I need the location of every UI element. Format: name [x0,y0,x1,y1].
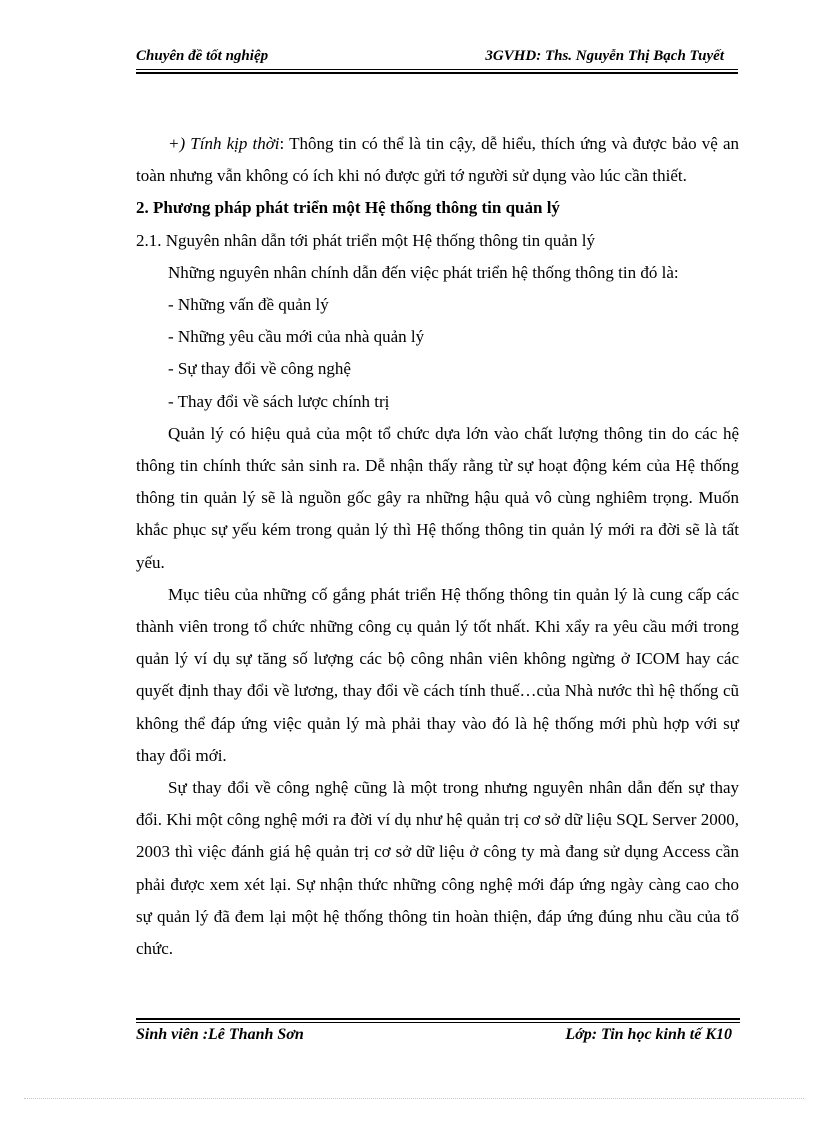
footer-class: Lớp: Tin học kinh tế K10 [565,1026,732,1043]
list-item: - Sự thay đổi về công nghệ [168,359,351,379]
header-advisor: 3GVHD: Ths. Nguyễn Thị Bạch Tuyết [485,48,724,64]
footer-rule [136,1022,740,1023]
subsection-heading: 2.1. Nguyên nhân dẫn tới phát triển một Hệ thống thông tin quản lý [136,230,595,250]
footer-rule-thick [136,1018,740,1020]
page-edge-divider [24,1098,804,1099]
footer-student: Sinh viên :Lê Thanh Sơn [136,1026,304,1043]
paragraph-management: Quản lý có hiệu quả của một tổ chức dựa lớn vào chất lượng thông tin do các hệ thông tin chính thức sản sinh ra. Dễ nhận thấy rằng từ sự hoạt động kém của Hệ thống thông tin quản lý sẽ là nguồn gốc gây ra những hậu quả vô cùng nghiêm trọng. Muốn khắc phục sự yếu kém trong quản lý thì Hệ thống thông tin quản lý mới ra đời sẽ là tất yếu. [136,423,739,572]
section-heading: 2. Phương pháp phát triển một Hệ thống thông tin quản lý [136,198,560,218]
timeliness-text: : Thông tin có thể là tin cậy, dễ hiểu, thích ứng và được bảo vệ an toàn nhưng vẫn không có ích khi nó được gửi tớ người sử dụng vào lúc cần thiết. [136,134,739,186]
list-item: - Những vấn đề quản lý [168,295,329,315]
paragraph-goals: Mục tiêu của những cố gắng phát triển Hệ thống thông tin quản lý là cung cấp các thành viên trong tổ chức những công cụ quản lý tốt nhất. Khi xẩy ra yêu cầu mới trong quản lý ví dụ sự tăng số lượng các bộ công nhân viên không ngừng ở ICOM hay các quyết định thay đổi về lương, thay đổi về cách tính thuế…của Nhà nước thì hệ thống cũ không thể đáp ứng việc quản lý mà phải thay vào đó là hệ thống mới phù hợp với sự thay đổi mới. [136,584,739,765]
reasons-intro: Những nguyên nhân chính dẫn đến việc phát triển hệ thống thông tin đó là: [168,262,679,282]
paragraph-timeliness [136,128,739,192]
timeliness-label: +) Tính kịp thời [168,134,280,153]
header-rule [136,69,738,70]
list-item: - Thay đổi về sách lược chính trị [168,391,390,411]
paragraph-technology: Sự thay đổi về công nghệ cũng là một trong nhưng nguyên nhân dẫn đến sự thay đổi. Khi một công nghệ mới ra đời ví dụ như hệ quản trị cơ sở dữ liệu SQL Server 2000, 2003 thì việc đánh giá hệ quản trị cơ sở dữ liệu ở công ty mà đang sử dụng Access cần phải được xem xét lại. Sự nhận thức những công nghệ mới đáp ứng ngày càng cao cho sự quản lý đã đem lại một hệ thống thông tin hoàn thiện, đáp ứng đúng nhu cầu của tổ chức. [136,778,739,959]
page-footer [136,1026,740,1048]
list-item: - Những yêu cầu mới của nhà quản lý [168,327,425,347]
page-body [136,128,739,965]
page-header [136,48,738,70]
header-title: Chuyên đề tốt nghiệp [136,48,269,64]
header-rule-thick [136,72,738,74]
